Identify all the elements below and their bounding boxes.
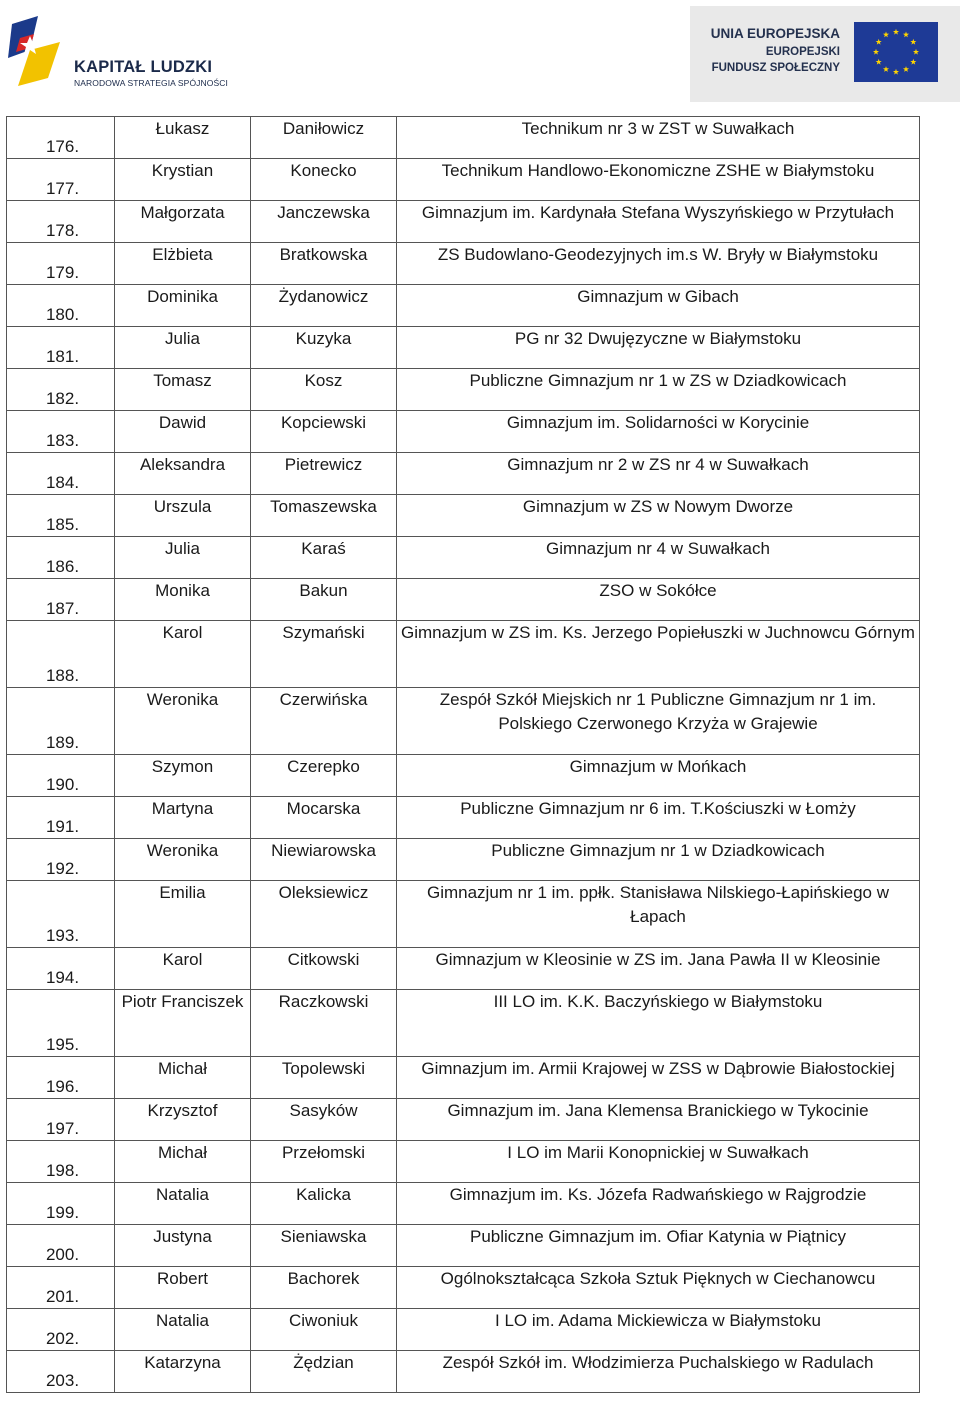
last-name: Daniłowicz — [251, 117, 397, 159]
school-name: Gimnazjum nr 2 w ZS nr 4 w Suwałkach — [397, 453, 920, 495]
last-name: Karaś — [251, 537, 397, 579]
first-name: Michał — [115, 1057, 251, 1099]
table-row — [7, 243, 920, 285]
last-name: Żędzian — [251, 1351, 397, 1393]
first-name: Karol — [115, 621, 251, 688]
school-name: ZS Budowlano-Geodezyjnych im.s W. Bryły w Białymstoku — [397, 243, 920, 285]
row-number-text: 180. — [45, 305, 80, 324]
row-number-text: 192. — [45, 859, 80, 878]
school-name: Publiczne Gimnazjum im. Ofiar Katynia w Piątnicy — [397, 1225, 920, 1267]
first-name: Justyna — [115, 1225, 251, 1267]
school-name: III LO im. K.K. Baczyńskiego w Białymstoku — [397, 990, 920, 1057]
first-name: Michał — [115, 1141, 251, 1183]
first-name: Krzysztof — [115, 1099, 251, 1141]
first-name: Dawid — [115, 411, 251, 453]
school-name: Gimnazjum w Mońkach — [397, 755, 920, 797]
row-number-text: 186. — [45, 557, 80, 576]
last-name: Konecko — [251, 159, 397, 201]
table-row — [7, 881, 920, 948]
eu-fund-logo — [690, 6, 960, 102]
first-name: Urszula — [115, 495, 251, 537]
table-row — [7, 1183, 920, 1225]
row-number-text: 201. — [45, 1287, 80, 1306]
row-number-text: 198. — [45, 1161, 80, 1180]
first-name: Martyna — [115, 797, 251, 839]
first-name: Julia — [115, 327, 251, 369]
table-row — [7, 1099, 920, 1141]
last-name: Bachorek — [251, 1267, 397, 1309]
table-row — [7, 839, 920, 881]
school-name: Publiczne Gimnazjum nr 6 im. T.Kościuszki w Łomży — [397, 797, 920, 839]
school-name: I LO im. Adama Mickiewicza w Białymstoku — [397, 1309, 920, 1351]
participants-table — [6, 116, 920, 1393]
row-number — [7, 1267, 115, 1309]
last-name: Ciwoniuk — [251, 1309, 397, 1351]
school-name: Gimnazjum w Gibach — [397, 285, 920, 327]
table-row — [7, 117, 920, 159]
row-number — [7, 1225, 115, 1267]
school-name: PG nr 32 Dwujęzyczne w Białymstoku — [397, 327, 920, 369]
table-row — [7, 688, 920, 755]
first-name: Aleksandra — [115, 453, 251, 495]
last-name: Szymański — [251, 621, 397, 688]
last-name: Kopciewski — [251, 411, 397, 453]
row-number — [7, 948, 115, 990]
row-number — [7, 839, 115, 881]
eu-subtitle-2: FUNDUSZ SPOŁECZNY — [711, 62, 840, 74]
school-name: Technikum Handlowo-Ekonomiczne ZSHE w Białymstoku — [397, 159, 920, 201]
kapital-ludzki-logo — [8, 16, 248, 88]
school-name: Gimnazjum im. Armii Krajowej w ZSS w Dąbrowie Białostockiej — [397, 1057, 920, 1099]
first-name: Emilia — [115, 881, 251, 948]
first-name: Szymon — [115, 755, 251, 797]
row-number — [7, 117, 115, 159]
row-number-text: 190. — [45, 775, 80, 794]
first-name: Dominika — [115, 285, 251, 327]
row-number-text: 194. — [45, 968, 80, 987]
row-number — [7, 537, 115, 579]
last-name: Sasyków — [251, 1099, 397, 1141]
school-name: Gimnazjum im. Solidarności w Korycinie — [397, 411, 920, 453]
row-number — [7, 159, 115, 201]
last-name: Janczewska — [251, 201, 397, 243]
row-number — [7, 1309, 115, 1351]
eu-subtitle-1: EUROPEJSKI — [765, 46, 840, 58]
table-row — [7, 1309, 920, 1351]
row-number — [7, 688, 115, 755]
row-number — [7, 1351, 115, 1393]
eu-flag-icon — [854, 22, 938, 82]
last-name: Kuzyka — [251, 327, 397, 369]
row-number — [7, 411, 115, 453]
last-name: Oleksiewicz — [251, 881, 397, 948]
row-number-text: 196. — [45, 1077, 80, 1096]
row-number — [7, 1183, 115, 1225]
row-number-text: 182. — [45, 389, 80, 408]
first-name: Weronika — [115, 688, 251, 755]
row-number-text: 181. — [45, 347, 80, 366]
school-name: Publiczne Gimnazjum nr 1 w ZS w Dziadkowicach — [397, 369, 920, 411]
last-name: Mocarska — [251, 797, 397, 839]
table-row — [7, 285, 920, 327]
row-number — [7, 327, 115, 369]
kapital-ludzki-title: KAPITAŁ LUDZKI — [74, 58, 213, 76]
row-number-text: 203. — [45, 1371, 80, 1390]
participants-table-body — [7, 117, 920, 1393]
table-row — [7, 495, 920, 537]
row-number — [7, 990, 115, 1057]
school-name: Technikum nr 3 w ZST w Suwałkach — [397, 117, 920, 159]
table-row — [7, 948, 920, 990]
last-name: Kosz — [251, 369, 397, 411]
last-name: Czerwińska — [251, 688, 397, 755]
kapital-ludzki-subtitle: NARODOWA STRATEGIA SPÓJNOŚCI — [74, 78, 228, 88]
table-row — [7, 1057, 920, 1099]
table-row — [7, 755, 920, 797]
table-row — [7, 411, 920, 453]
row-number — [7, 243, 115, 285]
table-row — [7, 990, 920, 1057]
school-name: Gimnazjum nr 4 w Suwałkach — [397, 537, 920, 579]
row-number — [7, 369, 115, 411]
last-name: Przełomski — [251, 1141, 397, 1183]
first-name: Karol — [115, 948, 251, 990]
first-name: Weronika — [115, 839, 251, 881]
table-row — [7, 1141, 920, 1183]
school-name: Gimnazjum im. Jana Klemensa Branickiego w Tykocinie — [397, 1099, 920, 1141]
last-name: Tomaszewska — [251, 495, 397, 537]
school-name: Gimnazjum im. Kardynała Stefana Wyszyńskiego w Przytułach — [397, 201, 920, 243]
last-name: Kalicka — [251, 1183, 397, 1225]
first-name: Łukasz — [115, 117, 251, 159]
first-name: Katarzyna — [115, 1351, 251, 1393]
row-number-text: 188. — [45, 666, 80, 685]
first-name: Robert — [115, 1267, 251, 1309]
row-number — [7, 285, 115, 327]
last-name: Raczkowski — [251, 990, 397, 1057]
table-row — [7, 1351, 920, 1393]
row-number-text: 197. — [45, 1119, 80, 1138]
row-number-text: 185. — [45, 515, 80, 534]
last-name: Pietrewicz — [251, 453, 397, 495]
first-name: Natalia — [115, 1183, 251, 1225]
school-name: Publiczne Gimnazjum nr 1 w Dziadkowicach — [397, 839, 920, 881]
row-number-text: 187. — [45, 599, 80, 618]
school-name: Zespół Szkół im. Włodzimierza Puchalskiego w Radulach — [397, 1351, 920, 1393]
last-name: Żydanowicz — [251, 285, 397, 327]
last-name: Sieniawska — [251, 1225, 397, 1267]
table-row — [7, 201, 920, 243]
row-number-text: 191. — [45, 817, 80, 836]
row-number — [7, 1099, 115, 1141]
table-row — [7, 579, 920, 621]
school-name: I LO im Marii Konopnickiej w Suwałkach — [397, 1141, 920, 1183]
school-name: Gimnazjum w ZS w Nowym Dworze — [397, 495, 920, 537]
last-name: Citkowski — [251, 948, 397, 990]
row-number-text: 184. — [45, 473, 80, 492]
row-number — [7, 453, 115, 495]
table-row — [7, 621, 920, 688]
row-number-text: 176. — [45, 137, 80, 156]
first-name: Krystian — [115, 159, 251, 201]
kapital-ludzki-emblem-icon — [8, 16, 62, 86]
row-number — [7, 621, 115, 688]
last-name: Topolewski — [251, 1057, 397, 1099]
row-number — [7, 881, 115, 948]
first-name: Małgorzata — [115, 201, 251, 243]
row-number-text: 195. — [45, 1035, 80, 1054]
row-number-text: 177. — [45, 179, 80, 198]
first-name: Tomasz — [115, 369, 251, 411]
last-name: Bakun — [251, 579, 397, 621]
school-name: Zespół Szkół Miejskich nr 1 Publiczne Gimnazjum nr 1 im. Polskiego Czerwonego Krzyża w Grajewie — [397, 688, 920, 755]
row-number-text: 193. — [45, 926, 80, 945]
table-row — [7, 369, 920, 411]
row-number — [7, 797, 115, 839]
table-row — [7, 453, 920, 495]
table-row — [7, 1267, 920, 1309]
table-row — [7, 159, 920, 201]
first-name: Elżbieta — [115, 243, 251, 285]
row-number-text: 178. — [45, 221, 80, 240]
row-number — [7, 1141, 115, 1183]
school-name: Gimnazjum im. Ks. Józefa Radwańskiego w Rajgrodzie — [397, 1183, 920, 1225]
school-name: Gimnazjum nr 1 im. ppłk. Stanisława Nilskiego-Łapińskiego w Łapach — [397, 881, 920, 948]
table-row — [7, 1225, 920, 1267]
row-number-text: 202. — [45, 1329, 80, 1348]
row-number — [7, 201, 115, 243]
first-name: Monika — [115, 579, 251, 621]
table-row — [7, 797, 920, 839]
eu-title: UNIA EUROPEJSKA — [710, 26, 840, 41]
school-name: Gimnazjum w Kleosinie w ZS im. Jana Pawła II w Kleosinie — [397, 948, 920, 990]
first-name: Piotr Franciszek — [115, 990, 251, 1057]
first-name: Julia — [115, 537, 251, 579]
row-number — [7, 495, 115, 537]
school-name: ZSO w Sokółce — [397, 579, 920, 621]
school-name: Gimnazjum w ZS im. Ks. Jerzego Popiełuszki w Juchnowcu Górnym — [397, 621, 920, 688]
row-number — [7, 579, 115, 621]
last-name: Niewiarowska — [251, 839, 397, 881]
row-number-text: 183. — [45, 431, 80, 450]
row-number-text: 189. — [45, 733, 80, 752]
row-number-text: 199. — [45, 1203, 80, 1222]
table-row — [7, 327, 920, 369]
table-row — [7, 537, 920, 579]
row-number — [7, 1057, 115, 1099]
row-number — [7, 755, 115, 797]
page-header — [0, 0, 960, 112]
first-name: Natalia — [115, 1309, 251, 1351]
last-name: Czerepko — [251, 755, 397, 797]
school-name: Ogólnokształcąca Szkoła Sztuk Pięknych w Ciechanowcu — [397, 1267, 920, 1309]
row-number-text: 200. — [45, 1245, 80, 1264]
last-name: Bratkowska — [251, 243, 397, 285]
row-number-text: 179. — [45, 263, 80, 282]
